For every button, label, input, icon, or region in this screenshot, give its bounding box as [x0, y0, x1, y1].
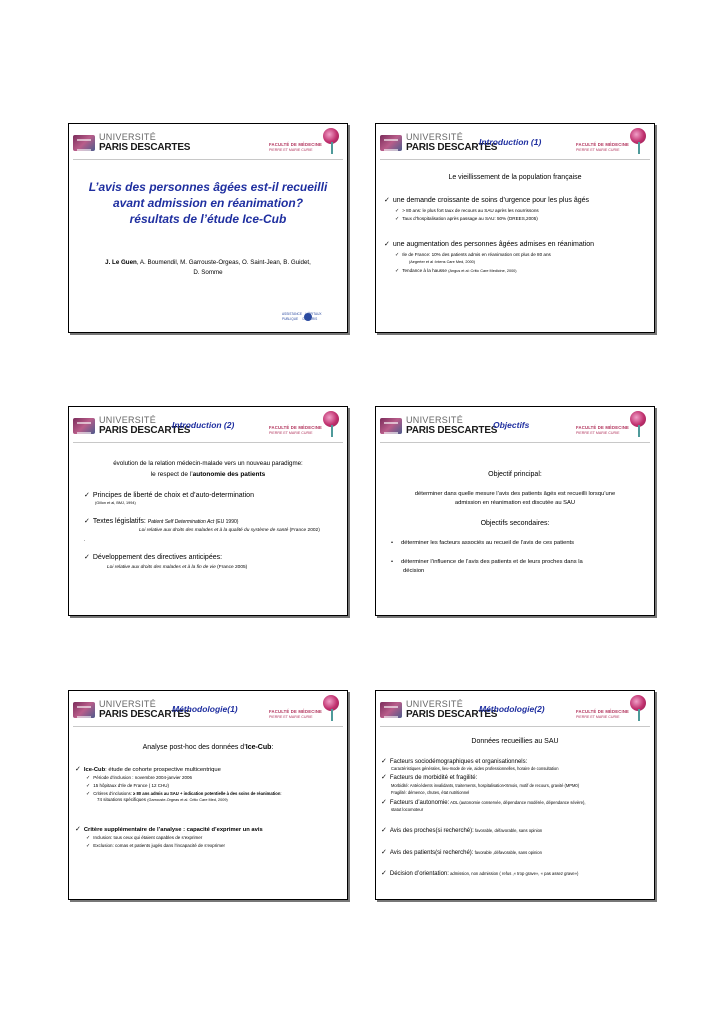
bullet-detail: ADL (autonomie conservée, dépendance modérée, dépendance sévère),: [449, 800, 586, 805]
logo-text-top: UNIVERSITÉ: [99, 699, 157, 709]
bullet-3-line-2: [107, 565, 247, 570]
aphp-text-1: ASSISTANCE HÔPITAUX: [282, 312, 322, 316]
logo-mark-icon: [73, 135, 95, 151]
stem-icon: [331, 709, 333, 721]
primary-objective-line-2: admission en réanimation est discutée au SAU: [454, 500, 576, 506]
faculty-text-2: PIERRE ET MARIE CURIE: [269, 715, 313, 719]
intro-emphasis: autonomie des patients: [192, 471, 266, 478]
bullet-detail: favorable, défavorable, sans opinion: [473, 828, 543, 833]
slide-header: [69, 691, 347, 727]
slide-subtitle: Données recueillies au SAU: [471, 738, 559, 745]
slide-methodologie-1: [68, 690, 348, 900]
stem-icon: [638, 709, 640, 721]
header-divider: [380, 442, 650, 443]
sub-bullet-text: Période d’inclusion : novembre 2004-janvier 2006: [93, 775, 193, 780]
bullet-detail: favorable ,défavorable, sans opinion: [473, 850, 542, 855]
bullet-text: Facteurs d’autonomie:: [389, 800, 450, 806]
bullet-detail: statut locomoteur: [391, 807, 424, 812]
logo-mark-icon: [73, 702, 95, 718]
bullet-text: Facteurs de morbidité et fragilité:: [389, 775, 478, 781]
check-icon: ✓: [75, 766, 81, 773]
universite-paris-descartes-logo: [73, 414, 191, 438]
title-line-1: L’avis des personnes âgées est-il recueilli: [88, 180, 328, 194]
bullet-1: [75, 765, 221, 773]
sub-bullet-text: > 80 ans: le plus fort taux de recours au SAU après les nourrissons: [402, 208, 539, 213]
bullet-2: [84, 517, 238, 525]
faculty-logo: [576, 411, 648, 441]
slide-objectifs: [375, 406, 655, 616]
faculty-logo: [269, 411, 341, 441]
bullet-3: [84, 553, 222, 561]
bullet-text: Avis des patients(si recherché):: [389, 850, 474, 856]
stem-icon: [331, 142, 333, 154]
logo-text-bottom: PARIS DESCARTES: [406, 425, 498, 436]
co-authors: , A. Boumendil, M. Garrouste-Orgeas, O. Saint-Jean, B. Guidet,: [136, 259, 311, 266]
bullet-detail: Fragilité: démence, chutes, état nutritionnel: [391, 790, 470, 795]
law-year: (France 2005): [215, 565, 248, 570]
title-line-3: résultats de l’étude Ice-Cub: [129, 212, 287, 226]
analysis-heading: [69, 744, 347, 751]
primary-objective-line-1: déterminer dans quelle mesure l’avis des patients âgés est recueilli lorsqu’une: [414, 491, 616, 497]
slide-introduction-1: [375, 123, 655, 333]
sub-bullet: [395, 268, 517, 274]
logo-text-bottom: PARIS DESCARTES: [406, 142, 498, 153]
slide-title: Objectifs: [493, 420, 530, 430]
stray-dot: .: [84, 537, 86, 543]
faculty-text-2: PIERRE ET MARIE CURIE: [576, 715, 620, 719]
slide-title: Méthodologie(2): [479, 704, 545, 714]
sub-bullet: [86, 775, 192, 781]
first-author: J. Le Guen: [105, 259, 137, 266]
faculty-text-1: FACULTÉ DE MÉDECINE: [269, 709, 323, 714]
logo-text-top: UNIVERSITÉ: [406, 132, 464, 142]
intro-line-1: évolution de la relation médecin-malade vers un nouveau paradigme:: [113, 460, 303, 467]
sub-bullet-text: Taux d’hospitalisation après passage au SAU: 50% (DREES,2005): [402, 216, 538, 221]
logo-mark-icon: [73, 418, 95, 434]
check-icon: ✓: [381, 849, 387, 856]
check-icon: ✓: [381, 774, 387, 781]
check-icon: ✓: [384, 197, 390, 204]
sub-bullet-text: Ile de France: 10% des patients admis en réanimation ont plus de 80 ans: [402, 252, 551, 257]
bullet-1: [381, 757, 527, 765]
slide-title: [68, 123, 348, 333]
law-name: Loi relative aux droits des malades et à la fin de vie: [107, 565, 216, 570]
check-icon: ✓: [395, 268, 400, 274]
secondary-objectives-heading: Objectifs secondaires:: [480, 520, 550, 527]
bullet-2-line-2: [139, 528, 320, 533]
bullet-text: Facteurs sociodémographiques et organisationnels:: [389, 759, 528, 765]
check-icon: ✓: [86, 775, 91, 781]
logo-mark-icon: [380, 702, 402, 718]
check-icon: ✓: [384, 241, 390, 248]
bullet-text: une demande croissante de soins d’urgence pour les plus âgés: [392, 197, 590, 204]
inclusion-criteria: ≥ 80 ans admis au SAU + indication potentielle à des soins de réanimation: [133, 791, 281, 796]
check-icon: ✓: [395, 252, 400, 258]
check-icon: ✓: [395, 208, 400, 214]
slide-introduction-2: [68, 406, 348, 616]
bullet-text: Critère supplémentaire de l’analyse : capacité d’exprimer un avis: [83, 827, 263, 833]
reference: (Garrouste-Orgeas et al. Critic Care Med, 2009): [147, 798, 228, 802]
aphp-logo: [282, 312, 334, 324]
check-icon: ✓: [86, 791, 91, 797]
stem-icon: [638, 425, 640, 437]
slide-header: [376, 407, 654, 443]
act-name: Patient Self Determination Act: [147, 519, 215, 525]
bullet-text: Principes de liberté de choix et d’auto-determination: [92, 492, 254, 499]
check-icon: ✓: [381, 870, 387, 877]
sub-bullet: [395, 252, 551, 258]
objective-text: déterminer les facteurs associés au recueil de l’avis de ces patients: [401, 540, 575, 546]
secondary-objective-2: [391, 559, 583, 565]
objective-text-cont: décision: [403, 568, 425, 574]
slide-header: [69, 407, 347, 443]
faculty-logo: [269, 695, 341, 725]
bullet-text: Avis des proches(si recherché):: [389, 828, 474, 834]
header-divider: [73, 159, 343, 160]
faculty-text-1: FACULTÉ DE MÉDECINE: [269, 425, 323, 430]
slide-header: [376, 691, 654, 727]
check-icon: ✓: [86, 783, 91, 789]
heading-colon: :: [271, 744, 274, 751]
logo-text-top: UNIVERSITÉ: [406, 699, 464, 709]
universite-paris-descartes-logo: [73, 131, 191, 155]
sub-bullet-text: Critères d’inclusions:: [93, 791, 133, 796]
reference: (Gillon et al, BMJ, 1994): [95, 501, 136, 505]
logo-text-top: UNIVERSITÉ: [406, 415, 464, 425]
last-author: D. Somme: [193, 269, 223, 276]
intro-line-2: [69, 471, 347, 478]
faculty-text-1: FACULTÉ DE MÉDECINE: [269, 142, 323, 147]
check-icon: ✓: [381, 827, 387, 834]
law-year: (France 2002): [288, 528, 320, 533]
heading-text: Analyse post-hoc des données d’: [142, 744, 246, 751]
bullet-2: [384, 240, 594, 248]
slide-title: Introduction (1): [479, 137, 542, 147]
logo-text-top: UNIVERSITÉ: [99, 415, 157, 425]
bullet-1: [384, 196, 589, 204]
bullet-text: une augmentation des personnes âgées admises en réanimation: [392, 241, 595, 248]
bullet-icon: •: [391, 559, 394, 565]
study-name: Ice-Cub: [83, 767, 106, 773]
slide-header: [376, 124, 654, 160]
reference: (Aegerter et al :Intens Care Med, 2000): [409, 260, 476, 264]
authors: [69, 258, 347, 278]
check-icon: ✓: [75, 826, 81, 833]
faculty-logo: [576, 695, 648, 725]
bullet-icon: •: [391, 540, 394, 546]
logo-text-bottom: PARIS DESCARTES: [99, 142, 191, 153]
faculty-text-1: FACULTÉ DE MÉDECINE: [576, 709, 630, 714]
secondary-objective-1: [391, 540, 574, 546]
sub-bullet: [395, 208, 539, 214]
logo-text-bottom: PARIS DESCARTES: [99, 709, 191, 720]
check-icon: ✓: [381, 799, 387, 806]
bullet-6: [381, 869, 578, 877]
bullet-2: [381, 773, 477, 781]
universite-paris-descartes-logo: [380, 414, 498, 438]
sub-bullet-text: Tendance à la hausse: [402, 268, 447, 273]
primary-objective-heading: Objectif principal:: [488, 471, 542, 478]
bullet-detail: Caractéristiques générales, lieu-mode de vie, aides professionnelles, horaire de consultation: [391, 766, 559, 771]
check-icon: ✓: [84, 492, 90, 499]
sub-bullet-text: Inclusion: tous ceux qui étaient capables de s’exprimer: [93, 835, 203, 840]
bullet-text: Décision d’orientation:: [389, 871, 449, 877]
faculty-text-2: PIERRE ET MARIE CURIE: [576, 148, 620, 152]
logo-text-top: UNIVERSITÉ: [99, 132, 157, 142]
intro-text: le respect de l’: [150, 471, 193, 478]
sub-bullet: [86, 783, 169, 789]
sub-bullet: [86, 843, 225, 849]
presentation-title: [69, 179, 347, 227]
sub-bullet-cont: [97, 797, 228, 802]
faculty-text-1: FACULTÉ DE MÉDECINE: [576, 142, 630, 147]
faculty-text-1: FACULTÉ DE MÉDECINE: [576, 425, 630, 430]
faculty-text-2: PIERRE ET MARIE CURIE: [269, 431, 313, 435]
check-icon: ✓: [86, 835, 91, 841]
check-icon: ✓: [84, 518, 90, 525]
bullet-2: [75, 825, 263, 833]
header-divider: [380, 159, 650, 160]
slide-subtitle: Le vieillissement de la population française: [448, 174, 582, 181]
act-year: (EU 1990): [214, 519, 239, 525]
slide-header: [69, 124, 347, 160]
sub-bullet-text: Exclusion: comas et patients jugés dans l’incapacité de s’exprimer: [93, 843, 226, 848]
sub-bullet: [395, 216, 538, 222]
sub-bullet: [86, 835, 202, 841]
header-divider: [380, 726, 650, 727]
sub-bullet-text: 15 hôpitaux d’Ile de France ( 12 CHU): [93, 783, 169, 788]
sub-bullet-text: 74 situations spécifiques: [97, 797, 147, 802]
slide-methodologie-2: [375, 690, 655, 900]
check-icon: ✓: [395, 216, 400, 222]
faculty-logo: [576, 128, 648, 158]
heading-emphasis: Ice-Cub: [245, 744, 272, 751]
sub-bullet-colon: :: [280, 791, 282, 796]
universite-paris-descartes-logo: [380, 131, 498, 155]
bullet-detail: Morbidité: Antécédents invalidants, traitements, hospitalisation<6mois, motif de recours, gravité (MPM0): [391, 783, 580, 788]
universite-paris-descartes-logo: [73, 698, 191, 722]
bullet-text: : étude de cohorte prospective multicentrique: [105, 767, 221, 773]
logo-mark-icon: [380, 418, 402, 434]
faculty-text-2: PIERRE ET MARIE CURIE: [576, 431, 620, 435]
header-divider: [73, 442, 343, 443]
logo-text-bottom: PARIS DESCARTES: [99, 425, 191, 436]
slide-title: Introduction (2): [172, 420, 235, 430]
check-icon: ✓: [86, 843, 91, 849]
slide-title: Méthodologie(1): [172, 704, 238, 714]
title-line-2: avant admission en réanimation?: [112, 196, 304, 210]
logo-mark-icon: [380, 135, 402, 151]
check-icon: ✓: [84, 554, 90, 561]
check-icon: ✓: [381, 758, 387, 765]
bullet-text: Développement des directives anticipées:: [92, 554, 223, 561]
faculty-logo: [269, 128, 341, 158]
header-divider: [73, 726, 343, 727]
bullet-4: [381, 826, 542, 834]
stem-icon: [331, 425, 333, 437]
stem-icon: [638, 142, 640, 154]
objective-text: déterminer l’influence de l’avis des patients et de leurs proches dans la: [401, 559, 583, 565]
bullet-1: [84, 491, 254, 499]
logo-text-bottom: PARIS DESCARTES: [406, 709, 498, 720]
faculty-text-2: PIERRE ET MARIE CURIE: [269, 148, 313, 152]
universite-paris-descartes-logo: [380, 698, 498, 722]
bullet-3: [381, 798, 586, 806]
bullet-text: Textes législatifs:: [92, 518, 148, 525]
bullet-detail: admission, non admission ( refus ,« trop grave», « pas assez grave»): [448, 871, 579, 876]
law-name: Loi relative aux droits des malades et à la qualité du système de santé: [139, 528, 289, 533]
aphp-text-2: PUBLIQUE DE PARIS: [282, 317, 318, 321]
reference: (Angus et al: Critic Care Medicine, 2000): [448, 269, 517, 273]
bullet-5: [381, 848, 542, 856]
